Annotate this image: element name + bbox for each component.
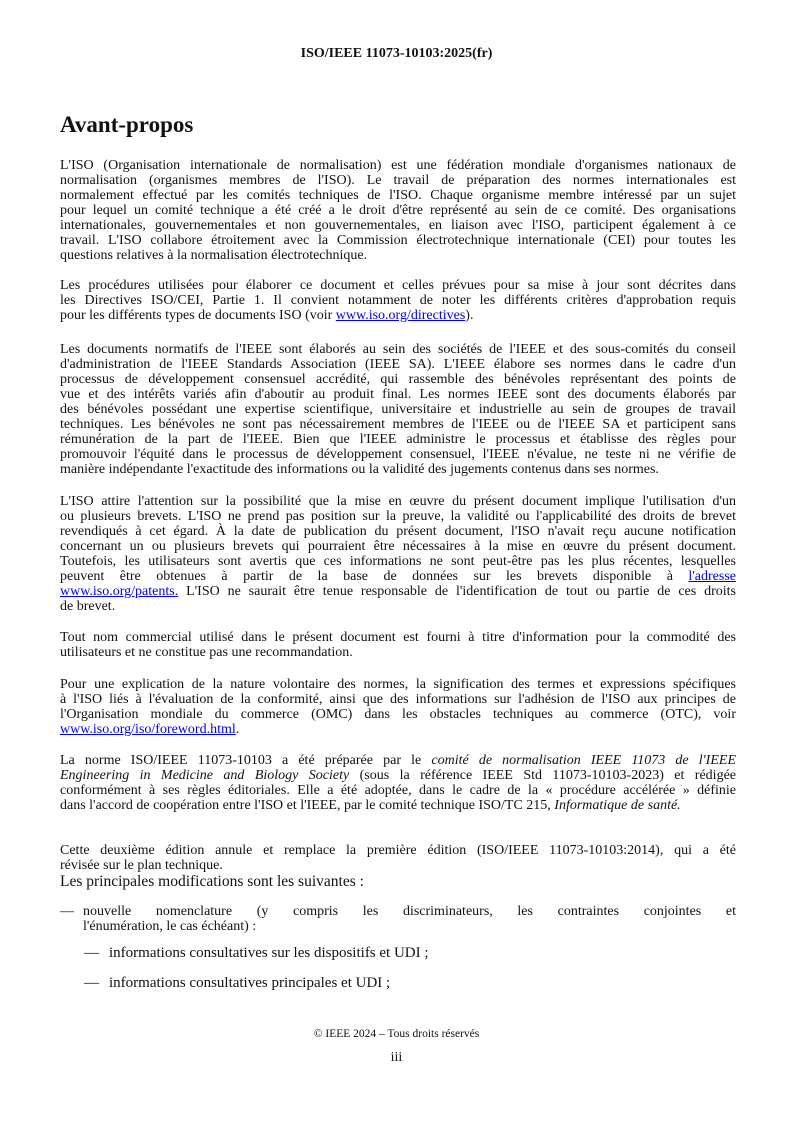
text-line bbox=[60, 843, 736, 858]
dash-bullet: — bbox=[84, 945, 99, 961]
text-line bbox=[60, 402, 736, 417]
text-run: processus de développement consensuel accrédité, qui rassemble des bénévoles représentant des points de bbox=[60, 372, 736, 387]
text-line bbox=[60, 308, 736, 323]
text-line bbox=[60, 645, 736, 660]
text-run: Tout nom commercial utilisé dans le présent document est fourni à titre d'information pour la commodité des bbox=[60, 630, 736, 645]
text-run: Les procédures utilisées pour élaborer ce document et celles prévues pour sa mise à jour sont décrites dans bbox=[60, 278, 736, 293]
text-run: à l'ISO liés à l'évaluation de la conformité, ainsi que des informations sur l'adhésion de l'ISO aux principes de bbox=[60, 692, 736, 707]
list-item-line: l'énumération, le cas échéant) : bbox=[83, 919, 257, 934]
paragraph bbox=[60, 677, 736, 737]
text-line bbox=[60, 158, 736, 173]
hyperlink[interactable]: www.iso.org/patents. bbox=[60, 584, 179, 599]
text-run: Cette deuxième édition annule et remplace la première édition (ISO/IEEE 11073-10103:2014), qui a été bbox=[60, 843, 736, 858]
dash-bullet: — bbox=[60, 904, 74, 919]
text-run: Toutefois, les utilisateurs sont avertis que ces informations ne sont peut-être pas les plus récentes, lesquelles bbox=[60, 554, 736, 569]
text-line bbox=[60, 494, 736, 509]
text-line bbox=[60, 173, 736, 188]
text-run: L'ISO (Organisation internationale de normalisation) est une fédération mondiale d'organismes nationaux de bbox=[60, 158, 736, 173]
text-run: La norme ISO/IEEE 11073-10103 a été préparée par le bbox=[60, 753, 432, 768]
text-line bbox=[60, 783, 736, 798]
text-line bbox=[60, 539, 736, 554]
hyperlink[interactable]: l'adresse bbox=[688, 569, 736, 584]
italic-text: Informatique de santé. bbox=[554, 798, 681, 813]
text-line bbox=[60, 387, 736, 402]
text-run: utilisateurs et ne constitue pas une recommandation. bbox=[60, 645, 353, 660]
text-line bbox=[60, 218, 736, 233]
document-header: ISO/IEEE 11073-10103:2025(fr) bbox=[300, 46, 493, 61]
paragraph bbox=[60, 342, 736, 477]
text-line bbox=[60, 707, 736, 722]
text-run: Pour une explication de la nature volontaire des normes, la signification des termes et expressions spécifiques bbox=[60, 677, 736, 692]
text-line bbox=[60, 509, 736, 524]
text-run: conformément à ses règles éditoriales. Elle a été adoptée, dans le cadre de la « procédure accélérée » définie bbox=[60, 783, 736, 798]
text-line bbox=[60, 293, 736, 308]
italic-text: comité de normalisation IEEE 11073 de l'IEEE bbox=[431, 753, 736, 768]
text-run: pour les différents types de documents ISO (voir bbox=[60, 308, 336, 323]
text-run: manière indépendante l'exactitude des informations ou la validité des jugements contenus dans ses normes. bbox=[60, 462, 659, 477]
text-run: ). bbox=[465, 308, 474, 323]
text-line bbox=[60, 584, 736, 599]
text-run: l'Organisation mondiale du commerce (OMC) dans les obstacles techniques au commerce (OTC), voir bbox=[60, 707, 736, 722]
text-run: internationales, gouvernementales et non gouvernementales, en liaison avec l'ISO, participent également à ce bbox=[60, 218, 736, 233]
text-line bbox=[60, 432, 736, 447]
paragraph bbox=[60, 278, 736, 323]
text-line bbox=[60, 858, 736, 873]
text-line bbox=[60, 417, 736, 432]
text-run: pour lequel un comité technique a été créé a le droit d'être représenté au sein de ce comité. Des organisations bbox=[60, 203, 736, 218]
text-line bbox=[60, 554, 736, 569]
text-run: normalisation (organismes membres de l'ISO). Le travail de préparation des normes internationales est bbox=[60, 173, 736, 188]
text-run: techniques. Les bénévoles ne sont pas nécessairement membres de l'IEEE ou de l'IEEE SA et participent sans bbox=[60, 417, 736, 432]
hyperlink[interactable]: www.iso.org/iso/foreword.html bbox=[60, 722, 236, 737]
list-item-line: nouvelle nomenclature (y compris les discriminateurs, les contraintes conjointes et bbox=[83, 904, 736, 919]
hyperlink[interactable]: www.iso.org/directives bbox=[335, 308, 466, 323]
paragraph bbox=[60, 630, 736, 660]
text-run: ou plusieurs brevets. L'ISO ne prend pas position sur la preuve, la validité ou l'applicabilité des droits de brevet bbox=[60, 509, 736, 524]
text-run: les Directives ISO/CEI, Partie 1. Il convient notamment de noter les différents critères d'approbation requis bbox=[60, 293, 736, 308]
section-title: Avant-propos bbox=[60, 112, 194, 137]
text-line bbox=[60, 248, 736, 263]
text-run: normalement effectué par les comités techniques de l'ISO. Chaque organisme membre intéressé par un sujet bbox=[60, 188, 736, 203]
text-line bbox=[60, 462, 736, 477]
paragraph bbox=[60, 158, 736, 263]
text-line bbox=[60, 372, 736, 387]
text-line bbox=[60, 630, 736, 645]
text-run: revendiqués à cet égard. À la date de publication du présent document, l'ISO n'avait reçu aucune notification bbox=[60, 524, 736, 539]
italic-text: Engineering in Medicine and Biology Society bbox=[60, 768, 350, 783]
text-line bbox=[60, 447, 736, 462]
text-run: vue et des intérêts variés afin d'aboutir au produit final. Les normes IEEE sont des documents élaborés par bbox=[60, 387, 736, 402]
text-run: de brevet. bbox=[60, 599, 116, 614]
dash-bullet: — bbox=[84, 975, 99, 991]
text-line bbox=[60, 768, 736, 783]
text-line bbox=[60, 569, 736, 584]
text-line bbox=[60, 677, 736, 692]
text-run: d'administration de l'IEEE Standards Association (IEEE SA). L'IEEE élabore ses normes dans le cadre d'un bbox=[60, 357, 736, 372]
copyright-footer: © IEEE 2024 – Tous droits réservés bbox=[313, 1028, 480, 1040]
changes-lead: Les principales modifications sont les suivantes : bbox=[60, 873, 364, 890]
text-run: dans l'accord de coopération entre l'ISO et l'IEEE, par le comité technique ISO/TC 215, bbox=[60, 798, 555, 813]
text-run: des bénévoles possédant une expertise scientifique, universitaire et industrielle au sein de groupes de travail bbox=[60, 402, 736, 417]
paragraph bbox=[60, 753, 736, 813]
text-run: L'ISO attire l'attention sur la possibilité que la mise en œuvre du présent document implique l'utilisation d'un bbox=[60, 494, 736, 509]
text-line bbox=[60, 188, 736, 203]
text-run: concernant un ou plusieurs brevets qui pourraient être nécessaires à la mise en œuvre du présent document. bbox=[60, 539, 736, 554]
text-line bbox=[60, 203, 736, 218]
text-run: rémunération de la part de l'IEEE. Bien que l'IEEE administre le processus et établisse des règles pour bbox=[60, 432, 736, 447]
text-line bbox=[60, 599, 736, 614]
text-line bbox=[60, 357, 736, 372]
text-line bbox=[60, 278, 736, 293]
text-run: Les documents normatifs de l'IEEE sont élaborés au sein des sociétés de l'IEEE et des sous-comités du conseil bbox=[60, 342, 736, 357]
text-line bbox=[60, 692, 736, 707]
list-item-text: informations consultatives principales et UDI ; bbox=[109, 975, 391, 991]
text-line bbox=[60, 233, 736, 248]
list-item-text: informations consultatives sur les dispositifs et UDI ; bbox=[109, 945, 429, 961]
text-line bbox=[60, 798, 736, 813]
text-line bbox=[60, 753, 736, 768]
paragraph bbox=[60, 843, 736, 873]
text-run: L'ISO ne saurait être tenue responsable de l'identification de tout ou partie de ces droits bbox=[178, 584, 736, 599]
text-run: promouvoir l'équité dans le processus de développement consensuel, l'IEEE n'évalue, ne teste ni ne vérifie de bbox=[60, 447, 736, 462]
list-item-text bbox=[83, 904, 736, 934]
text-run: révisée sur le plan technique. bbox=[60, 858, 223, 873]
page-number: iii bbox=[390, 1050, 403, 1065]
text-line bbox=[60, 722, 736, 737]
text-run: . bbox=[235, 722, 240, 737]
text-run: travail. L'ISO collabore étroitement avec la Commission électrotechnique internationale (CEI) pour toutes les bbox=[60, 233, 736, 248]
paragraph bbox=[60, 494, 736, 614]
text-line bbox=[60, 524, 736, 539]
text-run: (sous la référence IEEE Std 11073-10103-2023) et rédigée bbox=[349, 768, 736, 783]
text-line bbox=[60, 342, 736, 357]
text-run: peuvent être obtenues à partir de la base de données sur les brevets disponible à bbox=[60, 569, 689, 584]
text-run: questions relatives à la normalisation électrotechnique. bbox=[60, 248, 368, 263]
